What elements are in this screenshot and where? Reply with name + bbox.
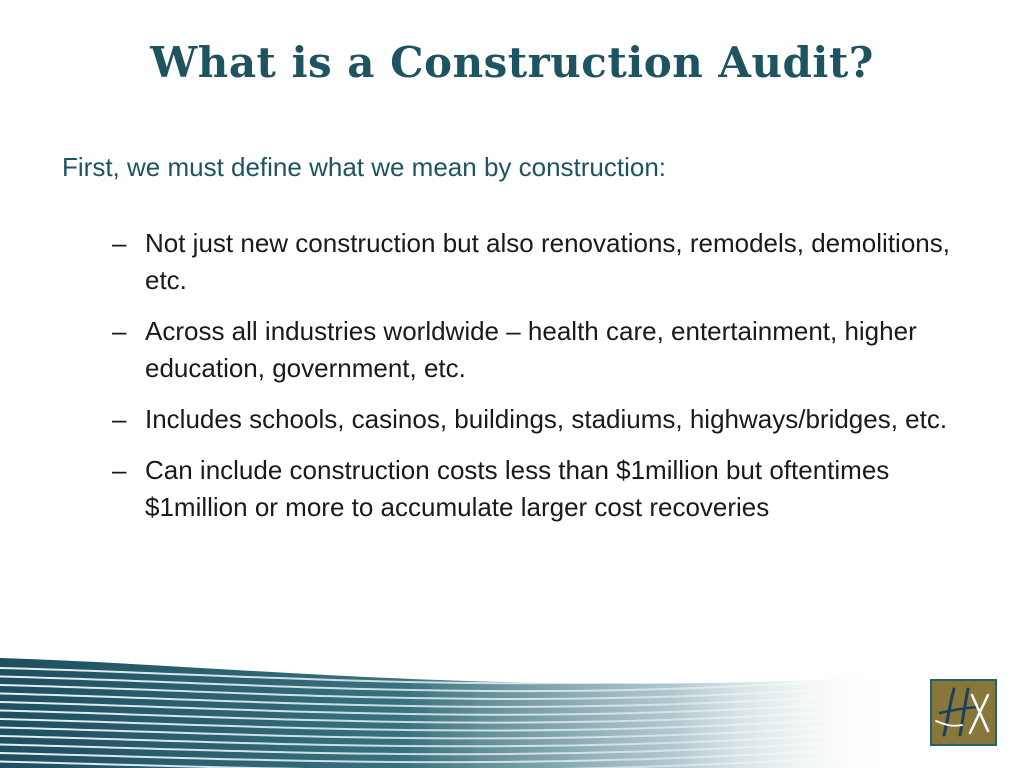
bullet-dash: –: [112, 404, 127, 434]
bullet-text: Not just new construction but also renovations, remodels, demolitions, etc.: [145, 228, 950, 295]
bullet-dash: –: [112, 228, 127, 258]
bullet-item: [112, 313, 952, 387]
bullet-text: Can include construction costs less than $1million but oftentimes $1million or more to accumulate larger cost recoveries: [145, 455, 890, 522]
slide-title: What is a Construction Audit?: [150, 38, 874, 87]
company-logo-icon: [930, 679, 997, 746]
bullet-list: [112, 225, 952, 540]
bullet-dash: –: [112, 455, 127, 485]
bullet-text: Across all industries worldwide – health care, entertainment, higher education, government, etc.: [145, 316, 917, 383]
bullet-item: [112, 225, 952, 299]
bullet-item: [112, 401, 952, 438]
bullet-dash: –: [112, 316, 127, 346]
intro-text: First, we must define what we mean by construction:: [62, 152, 667, 182]
wave-stripes-decoration: [0, 658, 1024, 768]
bullet-item: [112, 452, 952, 526]
bullet-text: Includes schools, casinos, buildings, stadiums, highways/bridges, etc.: [145, 404, 948, 434]
